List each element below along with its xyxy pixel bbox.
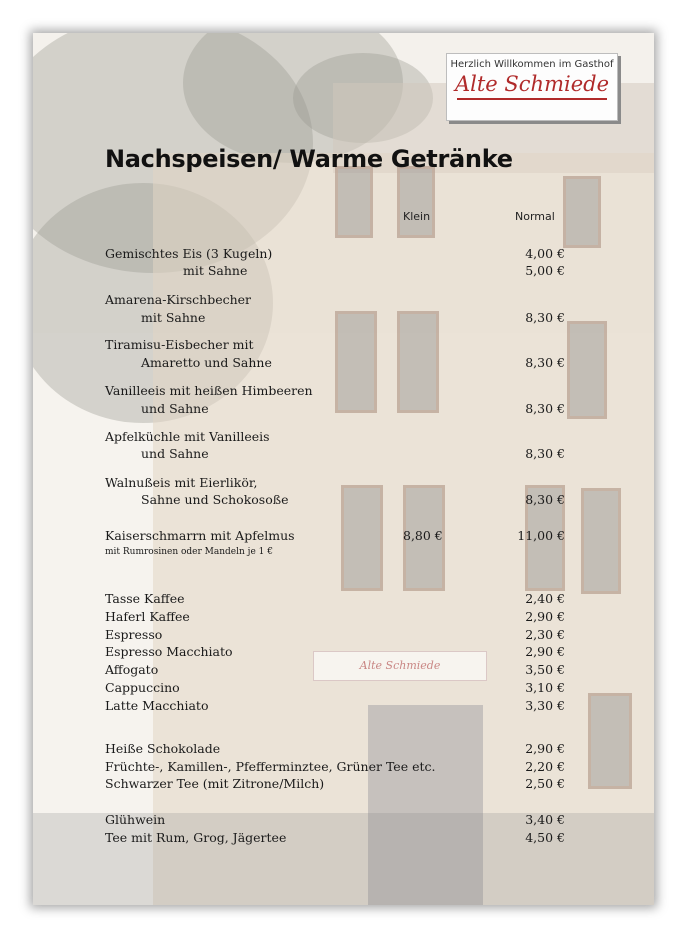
item-name: Tasse Kaffee [105, 591, 185, 606]
menu-item [105, 643, 565, 660]
menu-item [105, 400, 565, 417]
menu-item [105, 382, 565, 399]
menu-item [105, 811, 565, 828]
menu-item [105, 491, 565, 508]
item-price: 2,50 € [525, 776, 565, 791]
item-name: Heiße Schokolade [105, 741, 221, 756]
item-price: 2,90 € [525, 609, 565, 624]
item-price: 3,50 € [525, 662, 565, 677]
item-price: 2,90 € [525, 644, 565, 659]
item-name: Sahne und Schokosoße [141, 492, 289, 507]
menu-item [105, 775, 565, 792]
item-price-normal: 8,30 € [525, 355, 565, 370]
item-name: Affogato [105, 662, 159, 677]
item-note: mit Rumrosinen oder Mandeln je 1 € [105, 547, 273, 557]
menu-item [105, 758, 565, 775]
menu-item [105, 679, 565, 696]
menu-item [105, 245, 565, 262]
item-name: Latte Macchiato [105, 698, 209, 713]
item-name: Kaiserschmarrn mit Apfelmus [105, 528, 295, 543]
item-name: Glühwein [105, 812, 166, 827]
item-price-normal: 8,30 € [525, 446, 565, 461]
item-name: Früchte-, Kamillen-, Pfefferminztee, Grüner Tee etc. [105, 759, 436, 774]
column-header-normal: Normal [515, 210, 555, 223]
menu-item [105, 428, 565, 445]
item-price: 4,50 € [525, 830, 565, 845]
menu-item [105, 445, 565, 462]
item-price-normal: 11,00 € [517, 528, 565, 543]
item-name: Apfelküchle mit Vanilleeis [105, 429, 270, 444]
item-name: Amarena-Kirschbecher [105, 292, 252, 307]
item-price-normal: 5,00 € [525, 263, 565, 278]
item-name: Gemischtes Eis (3 Kugeln) [105, 246, 273, 261]
menu-page [33, 33, 654, 905]
menu-item [105, 336, 565, 353]
item-price-normal: 8,30 € [525, 310, 565, 325]
item-name: Tee mit Rum, Grog, Jägertee [105, 830, 287, 845]
menu-item [105, 626, 565, 643]
menu-item-note [105, 544, 565, 561]
menu-item [105, 608, 565, 625]
item-name: Tiramisu-Eisbecher mit [105, 337, 254, 352]
logo-greeting: Herzlich Willkommen im Gasthof [450, 59, 614, 70]
item-price: 3,30 € [525, 698, 565, 713]
item-name: Cappuccino [105, 680, 180, 695]
item-price: 2,30 € [525, 627, 565, 642]
item-price-normal: 4,00 € [525, 246, 565, 261]
item-price: 2,40 € [525, 591, 565, 606]
menu-item [105, 740, 565, 757]
column-header-klein: Klein [403, 210, 431, 223]
background-sign: Alte Schmiede [313, 651, 487, 681]
item-name: mit Sahne [141, 310, 206, 325]
menu-item [105, 354, 565, 371]
item-name: Walnußeis mit Eierlikör, [105, 475, 258, 490]
item-name: Espresso [105, 627, 163, 642]
menu-item [105, 697, 565, 714]
item-price-klein: 8,80 € [403, 528, 443, 543]
menu-item [105, 829, 565, 846]
menu-content [33, 33, 654, 905]
item-name: Schwarzer Tee (mit Zitrone/Milch) [105, 776, 325, 791]
logo-name: Alte Schmiede [454, 72, 610, 96]
item-name: mit Sahne [183, 263, 248, 278]
page-title: Nachspeisen/ Warme Getränke [105, 145, 513, 173]
item-name: Haferl Kaffee [105, 609, 190, 624]
item-price-normal: 8,30 € [525, 401, 565, 416]
item-price-normal: 8,30 € [525, 492, 565, 507]
item-name: Amaretto und Sahne [141, 355, 272, 370]
menu-item [105, 590, 565, 607]
item-name: und Sahne [141, 401, 209, 416]
menu-item [105, 474, 565, 491]
item-name: Vanilleeis mit heißen Himbeeren [105, 383, 313, 398]
menu-item [105, 291, 565, 308]
item-name: Espresso Macchiato [105, 644, 233, 659]
item-price: 3,40 € [525, 812, 565, 827]
menu-item [105, 527, 565, 544]
menu-item [105, 661, 565, 678]
menu-item [105, 262, 565, 279]
item-name: und Sahne [141, 446, 209, 461]
menu-item [105, 309, 565, 326]
item-price: 3,10 € [525, 680, 565, 695]
item-price: 2,20 € [525, 759, 565, 774]
item-price: 2,90 € [525, 741, 565, 756]
